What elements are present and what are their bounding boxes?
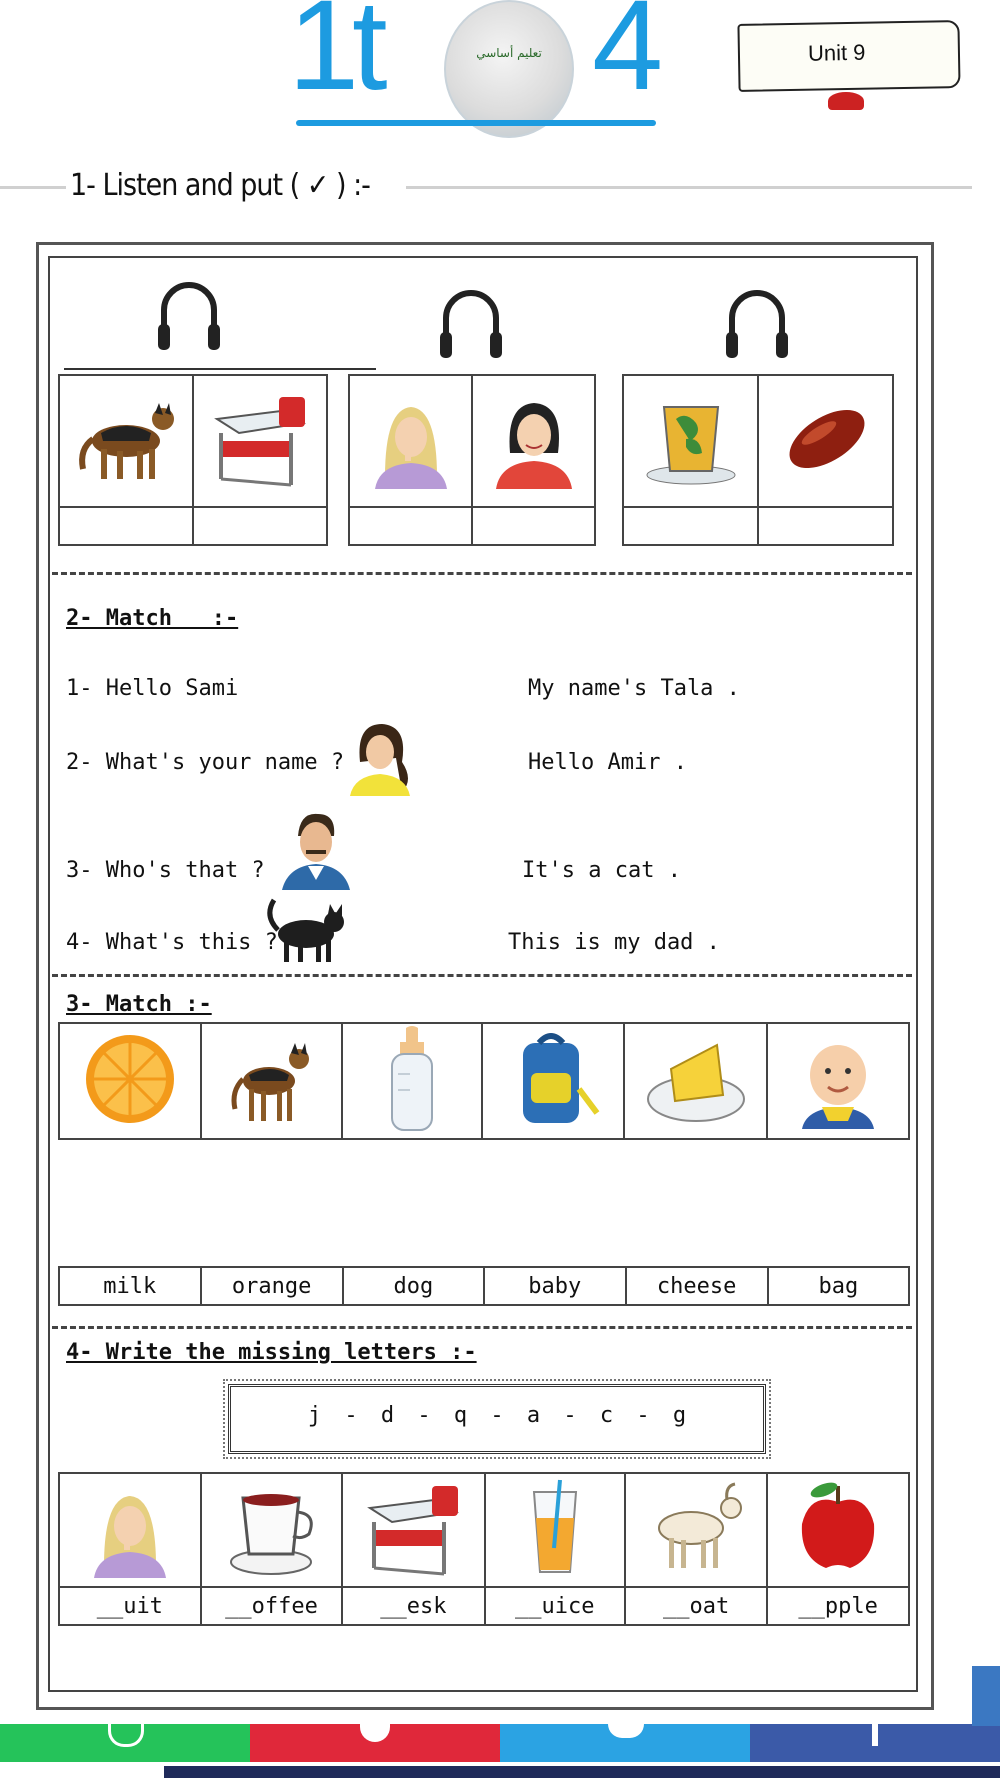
heading-rule-right [406,186,972,189]
section4-pictures [58,1472,910,1626]
woman-picture [472,375,595,507]
coffee-cup-picture [201,1473,343,1587]
missing-letter-word[interactable]: __uit [59,1587,201,1625]
juice-picture [485,1473,626,1587]
letter-bank [228,1384,766,1454]
missing-letter-word[interactable]: __oat [625,1587,767,1625]
cheese-picture [624,1023,766,1139]
logo-letter-t: t [352,0,388,117]
heading-rule-left [0,186,66,189]
goat-picture [625,1473,767,1587]
twitter-icon [608,1724,644,1738]
match-word[interactable]: dog [343,1267,484,1305]
match-question: 1- Hello Sami [66,676,239,701]
desk-picture [342,1473,484,1587]
logo-digit-four: 4 [592,0,664,117]
globe-text: تعليم أساسي [476,46,542,60]
section3-words [58,1266,910,1306]
listen-group-3 [622,374,894,546]
baby-picture [767,1023,909,1139]
missing-letter-word[interactable]: __pple [767,1587,909,1625]
pinterest-icon [360,1724,390,1742]
logo-digit-one: 1 [288,0,360,117]
section3-heading: 3- Match :- [66,992,212,1017]
girl-picture [344,718,418,796]
whatsapp-share-button[interactable] [0,1724,250,1762]
unit-scroll [737,20,960,92]
dad-picture [280,808,352,890]
header [0,0,1000,150]
cat-picture [262,896,348,966]
unit-label: Unit 9 [807,39,866,66]
headphones-icon [436,280,506,362]
whatsapp-icon [108,1724,144,1747]
section-divider [52,1326,912,1329]
match-word[interactable]: bag [768,1267,909,1305]
dog-picture [59,375,193,507]
match-word[interactable]: baby [484,1267,626,1305]
match-answer: This is my dad . [508,930,720,955]
twitter-share-button[interactable] [500,1724,750,1762]
section-divider [52,572,912,575]
section3-pictures [58,1022,910,1140]
mum-picture [349,375,472,507]
missing-letter-word[interactable]: __uice [485,1587,626,1625]
match-answer: My name's Tala . [528,676,740,701]
tick-box[interactable] [472,507,595,545]
tick-box[interactable] [758,507,893,545]
section2-heading: 2- Match :- [66,606,239,631]
apple-picture [767,1473,909,1587]
pinterest-share-button[interactable] [250,1724,500,1762]
match-word[interactable]: milk [59,1267,201,1305]
share-bar-tab [972,1666,1000,1726]
date-picture [758,375,893,507]
section4-heading: 4- Write the missing letters :- [66,1340,477,1365]
tick-box[interactable] [193,507,327,545]
tick-box[interactable] [59,507,193,545]
match-question: 4- What's this ? [66,930,278,955]
share-bar-bottom-strip [164,1766,1000,1778]
orange-picture [59,1023,201,1139]
facebook-share-button[interactable] [750,1724,1000,1762]
tick-box[interactable] [349,507,472,545]
tick-box[interactable] [623,507,758,545]
headphones-icon [154,272,224,354]
milk-bottle-picture [342,1023,482,1139]
listen-group-1 [58,374,328,546]
tea-picture [623,375,758,507]
dog-picture [201,1023,343,1139]
section-divider [52,974,912,977]
match-question: 3- Who's that ? [66,858,265,883]
scroll-stand-icon [828,92,864,110]
letter-bank-text: j - d - q - a - c - g [307,1403,687,1428]
match-answer: It's a cat . [522,858,681,883]
match-word[interactable]: cheese [626,1267,768,1305]
headphones-icon [722,280,792,362]
listen-group-2 [348,374,596,546]
logo-underline [296,120,656,126]
match-question: 2- What's your name ? [66,750,345,775]
match-word[interactable]: orange [201,1267,343,1305]
bag-picture [482,1023,624,1139]
match-answer: Hello Amir . [528,750,687,775]
missing-letter-word[interactable]: __offee [201,1587,343,1625]
mum-picture [59,1473,201,1587]
section1-heading: 1- Listen and put ( ✓ ) :- [70,168,370,203]
missing-letter-word[interactable]: __esk [342,1587,484,1625]
desk-picture [193,375,327,507]
underline-rule [64,368,376,370]
logo-globe-icon [444,0,574,138]
facebook-icon [872,1724,878,1746]
